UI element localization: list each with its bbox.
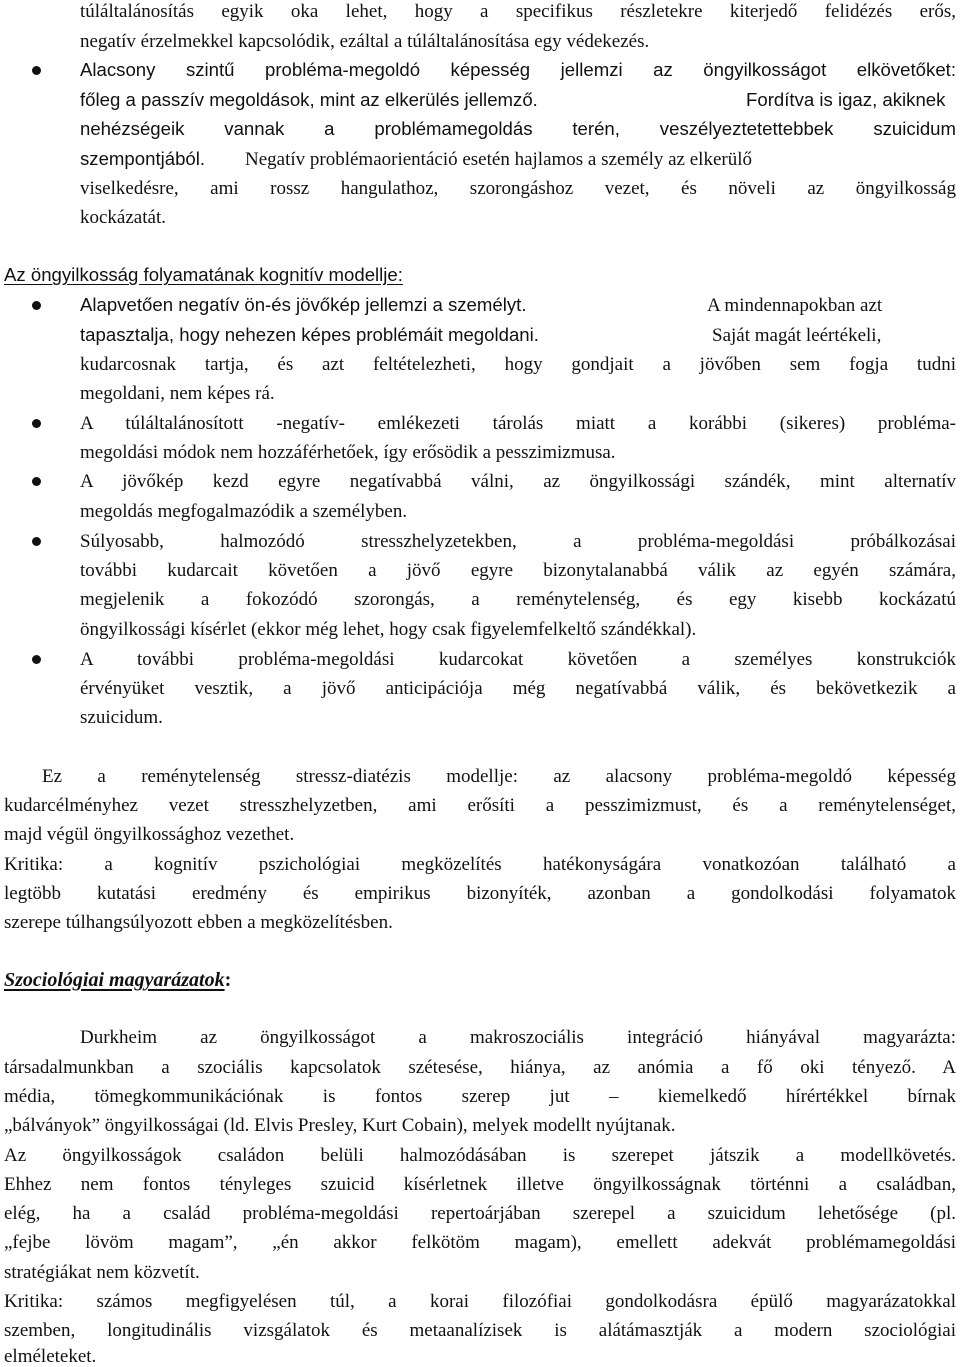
text-line: Kritika: számos megfigyelésen túl, a korai filozófiai gondolkodásra épülő magyarázatokkal xyxy=(4,1291,956,1312)
text-line: kudarcosnak tartja, és azt feltételezheti, hogy gondjait a jövőben sem fogja tudni xyxy=(80,354,956,375)
text-line: Ez a reménytelenség stressz-diatézis modellje: az alacsony probléma-megoldó képesség xyxy=(42,766,956,787)
bullet-icon xyxy=(32,537,41,546)
text-line: társadalmunkban a szociális kapcsolatok szétesése, hiánya, az anómia a fő oki tényező. A xyxy=(4,1057,956,1078)
text-line: Fordítva is igaz, akiknek xyxy=(746,89,946,110)
text-line: Durkheim az öngyilkosságot a makroszociális integráció hiányával magyarázta: xyxy=(80,1027,956,1048)
text-line: tapasztalja, hogy nehezen képes problémáit megoldani. xyxy=(80,324,539,345)
text-line: A mindennapokban azt xyxy=(707,295,883,316)
text-line: legtöbb kutatási eredmény és empirikus bizonyíték, azonban a gondolkodási folyamatok xyxy=(4,883,956,904)
text-line: stratégiákat nem közvetít. xyxy=(4,1262,200,1283)
text-line: majd végül öngyilkossághoz vezethet. xyxy=(4,824,295,845)
text-line: nehézségeik vannak a problémamegoldás terén, veszélyeztetettebbek szuicidum xyxy=(80,118,956,139)
text-line: főleg a passzív megoldások, mint az elkerülés jellemző. xyxy=(80,89,538,110)
text-line: további kudarcait követően a jövő egyre bizonytalanabbá válik az egyén számára, xyxy=(80,560,956,581)
text-line: negatív érzelmekkel kapcsolódik, ezáltal a túláltalánosítása egy védekezés. xyxy=(80,31,650,52)
text-line: A további probléma-megoldási kudarcokat követően a személyes konstrukciók xyxy=(80,649,956,670)
text-line: média, tömegkommunikációnak is fontos szerep jut – kiemelkedő hírértékkel bírnak xyxy=(4,1086,956,1107)
section-heading: Az öngyilkosság folyamatának kognitív modellje: xyxy=(4,264,403,285)
text-line: Az öngyilkosságok családon belüli halmozódásában is szerepet játszik a modellkövetés. xyxy=(4,1145,956,1166)
text-line: megoldási módok nem hozzáférhetőek, így erősödik a pesszimizmusa. xyxy=(80,442,616,463)
text-line: Alapvetően negatív ön-és jövőkép jellemzi a személyt. xyxy=(80,294,527,315)
bullet-icon xyxy=(32,66,41,75)
text-line: „fejbe lövöm magam”, „én akkor felkötöm magam), emellett adekvát problémamegoldási xyxy=(4,1232,956,1253)
text-line: „bálványok” öngyilkosságai (ld. Elvis Presley, Kurt Cobain), melyek modellt nyújtanak. xyxy=(4,1115,676,1136)
text-line: Súlyosabb, halmozódó stresszhelyzetekben, a probléma-megoldási próbálkozásai xyxy=(80,531,956,552)
text-line: Negatív problémaorientáció esetén hajlamos a személy az elkerülő xyxy=(245,149,752,170)
bullet-icon xyxy=(32,419,41,428)
text-line: szuicidum. xyxy=(80,707,163,728)
text-line: Kritika: a kognitív pszichológiai megközelítés hatékonyságára vonatkozóan található a xyxy=(4,854,956,875)
text-line: Ehhez nem fontos tényleges szuicid kísérletnek illetve öngyilkosságnak történni a családban, xyxy=(4,1174,956,1195)
text-line: Saját magát leértékeli, xyxy=(712,325,882,346)
heading-colon: : xyxy=(224,969,232,991)
text-line: kockázatát. xyxy=(80,207,166,228)
text-line: megoldás megfogalmazódik a személyben. xyxy=(80,501,408,522)
text-line: szerepe túlhangsúlyozott ebben a megközelítésben. xyxy=(4,912,393,933)
section-heading-text: Szociológiai magyarázatok xyxy=(4,969,225,991)
text-line: megjelenik a fokozódó szorongás, a reménytelenség, és egy kisebb kockázatú xyxy=(80,589,956,610)
text-line: megoldani, nem képes rá. xyxy=(80,383,275,404)
bullet-icon xyxy=(32,301,41,310)
text-line: Alacsony szintű probléma-megoldó képesség jellemzi az öngyilkosságot elkövetőket: xyxy=(80,59,956,80)
text-line: elég, ha a család probléma-megoldási repertoárjában szerepel a szuicidum lehetősége (pl. xyxy=(4,1203,956,1224)
text-line: elméleteket. xyxy=(4,1346,97,1367)
text-line: szempontjából. xyxy=(80,148,206,169)
bullet-icon xyxy=(32,655,41,664)
text-line: viselkedésre, ami rossz hangulathoz, szorongáshoz vezet, és növeli az öngyilkosság xyxy=(80,178,956,199)
text-line: A jövőkép kezd egyre negatívabbá válni, az öngyilkossági szándék, mint alternatív xyxy=(80,471,956,492)
text-line: A túláltalánosított -negatív- emlékezeti tárolás miatt a korábbi (sikeres) probléma- xyxy=(80,413,956,434)
text-line: érvényüket vesztik, a jövő anticipációja még negatívabbá válik, és bekövetkezik a xyxy=(80,678,956,699)
section-heading xyxy=(4,970,231,990)
bullet-icon xyxy=(32,477,41,486)
text-line: kudarcélményhez vezet stresszhelyzetben, ami erősíti a pesszimizmust, és a reménytelenséget, xyxy=(4,795,956,816)
text-line: öngyilkossági kísérlet (ekkor még lehet, hogy csak figyelemfelkeltő szándékkal). xyxy=(80,619,697,640)
text-line: szemben, longitudinális vizsgálatok és metaanalízisek is alátámasztják a modern szociológiai xyxy=(4,1320,956,1341)
text-line: túláltalánosítás egyik oka lehet, hogy a specifikus részletekre kiterjedő felidézés erős, xyxy=(80,1,956,22)
